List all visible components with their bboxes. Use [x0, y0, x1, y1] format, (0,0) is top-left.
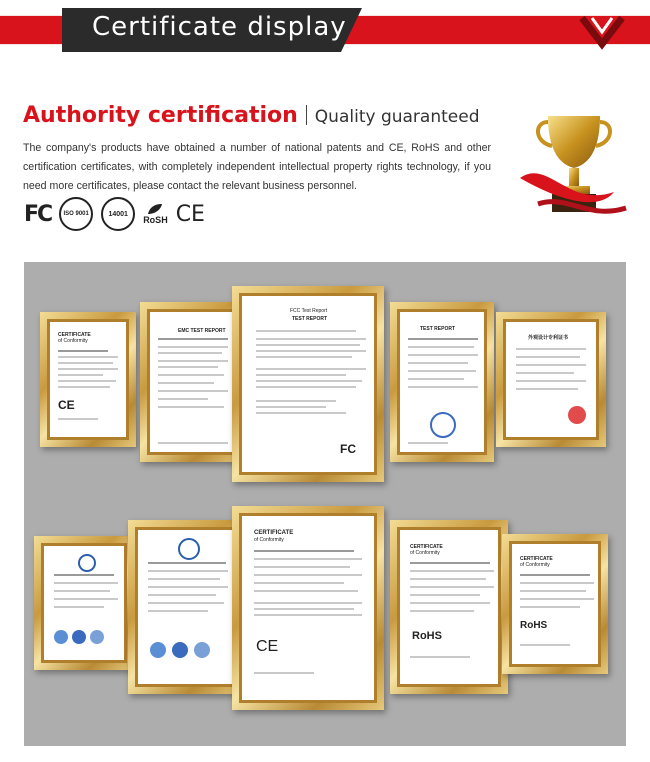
badge-icon	[150, 642, 166, 658]
ce-mark: CE	[256, 638, 279, 655]
leaf-icon	[146, 203, 164, 215]
certificate-title: CERTIFICATE	[520, 556, 553, 562]
certificate-frame[interactable]	[502, 534, 608, 674]
badge-icon	[90, 630, 104, 644]
description-text: The company's products have obtained a number of national patents and CE, RoHS and other certification certificates, with completely independent intellectual property rights technology, if you need more certificates, please contact the relevant business personnel.	[23, 142, 491, 192]
certificate-document	[242, 516, 374, 700]
badge-icon	[54, 630, 68, 644]
certificate-document	[150, 312, 234, 452]
heading-divider	[306, 105, 307, 125]
heading-secondary: Quality guaranteed	[314, 107, 480, 127]
section-banner	[0, 8, 650, 52]
certificate-document	[50, 322, 126, 437]
certificate-frame[interactable]	[34, 536, 134, 670]
rosh-logo-label: RoSH	[143, 215, 168, 225]
fc-mark: FC	[340, 442, 356, 456]
certificate-document	[138, 530, 236, 684]
iso9001-logo: ISO 9001	[59, 197, 93, 231]
seal-icon	[430, 412, 456, 438]
certificate-subtitle: of Conformity	[254, 537, 284, 543]
certificate-subtitle: of Conformity	[410, 550, 440, 556]
ce-logo: CE	[175, 201, 205, 227]
rosh-logo	[143, 203, 168, 225]
certificate-subtitle: of Conformity	[58, 338, 88, 344]
certificate-document	[242, 296, 374, 472]
certificate-frame[interactable]	[40, 312, 136, 447]
certificate-document	[512, 544, 598, 664]
certificate-title: TEST REPORT	[420, 326, 456, 332]
certificate-document	[506, 322, 596, 437]
banner-title: Certificate display	[92, 12, 347, 42]
certificate-title: CERTIFICATE	[254, 530, 294, 536]
trophy-icon	[518, 108, 630, 228]
heading-primary: Authority certification	[23, 103, 298, 128]
chevron-down-icon	[578, 12, 626, 52]
fc-logo: FC	[24, 201, 52, 227]
certificate-title: CERTIFICATE	[410, 544, 443, 550]
certificate-subtitle: TEST REPORT	[292, 316, 328, 322]
certificate-document	[400, 312, 484, 452]
certificate-frame[interactable]	[140, 302, 244, 462]
certificate-frame[interactable]	[390, 302, 494, 462]
certificate-frame[interactable]	[232, 286, 384, 482]
certificate-title: EMC TEST REPORT	[178, 328, 226, 334]
section-heading	[23, 103, 479, 128]
red-seal-icon	[568, 406, 586, 424]
certificate-emblem-icon	[178, 538, 200, 560]
rohs-mark: RoHS	[520, 620, 548, 631]
rohs-mark: RoHS	[412, 630, 442, 642]
certificate-title: FCC Test Report	[290, 308, 328, 314]
certificate-title: 外观设计专利证书	[528, 335, 569, 341]
ce-mark: CE	[58, 398, 75, 412]
certificate-subtitle: of Conformity	[520, 562, 550, 568]
badge-icon	[194, 642, 210, 658]
certificate-title: CERTIFICATE	[58, 332, 91, 338]
iso14001-logo: 14001	[101, 197, 135, 231]
certificate-frame[interactable]	[128, 520, 246, 694]
certificate-document	[400, 530, 498, 684]
certificate-frame[interactable]	[390, 520, 508, 694]
certificate-document	[44, 546, 124, 660]
badge-icon	[72, 630, 86, 644]
certification-logos	[24, 198, 205, 230]
certificate-frame[interactable]	[232, 506, 384, 710]
certificate-gallery	[24, 262, 626, 746]
badge-icon	[172, 642, 188, 658]
certificate-frame[interactable]	[496, 312, 606, 447]
certificate-emblem-icon	[78, 554, 96, 572]
